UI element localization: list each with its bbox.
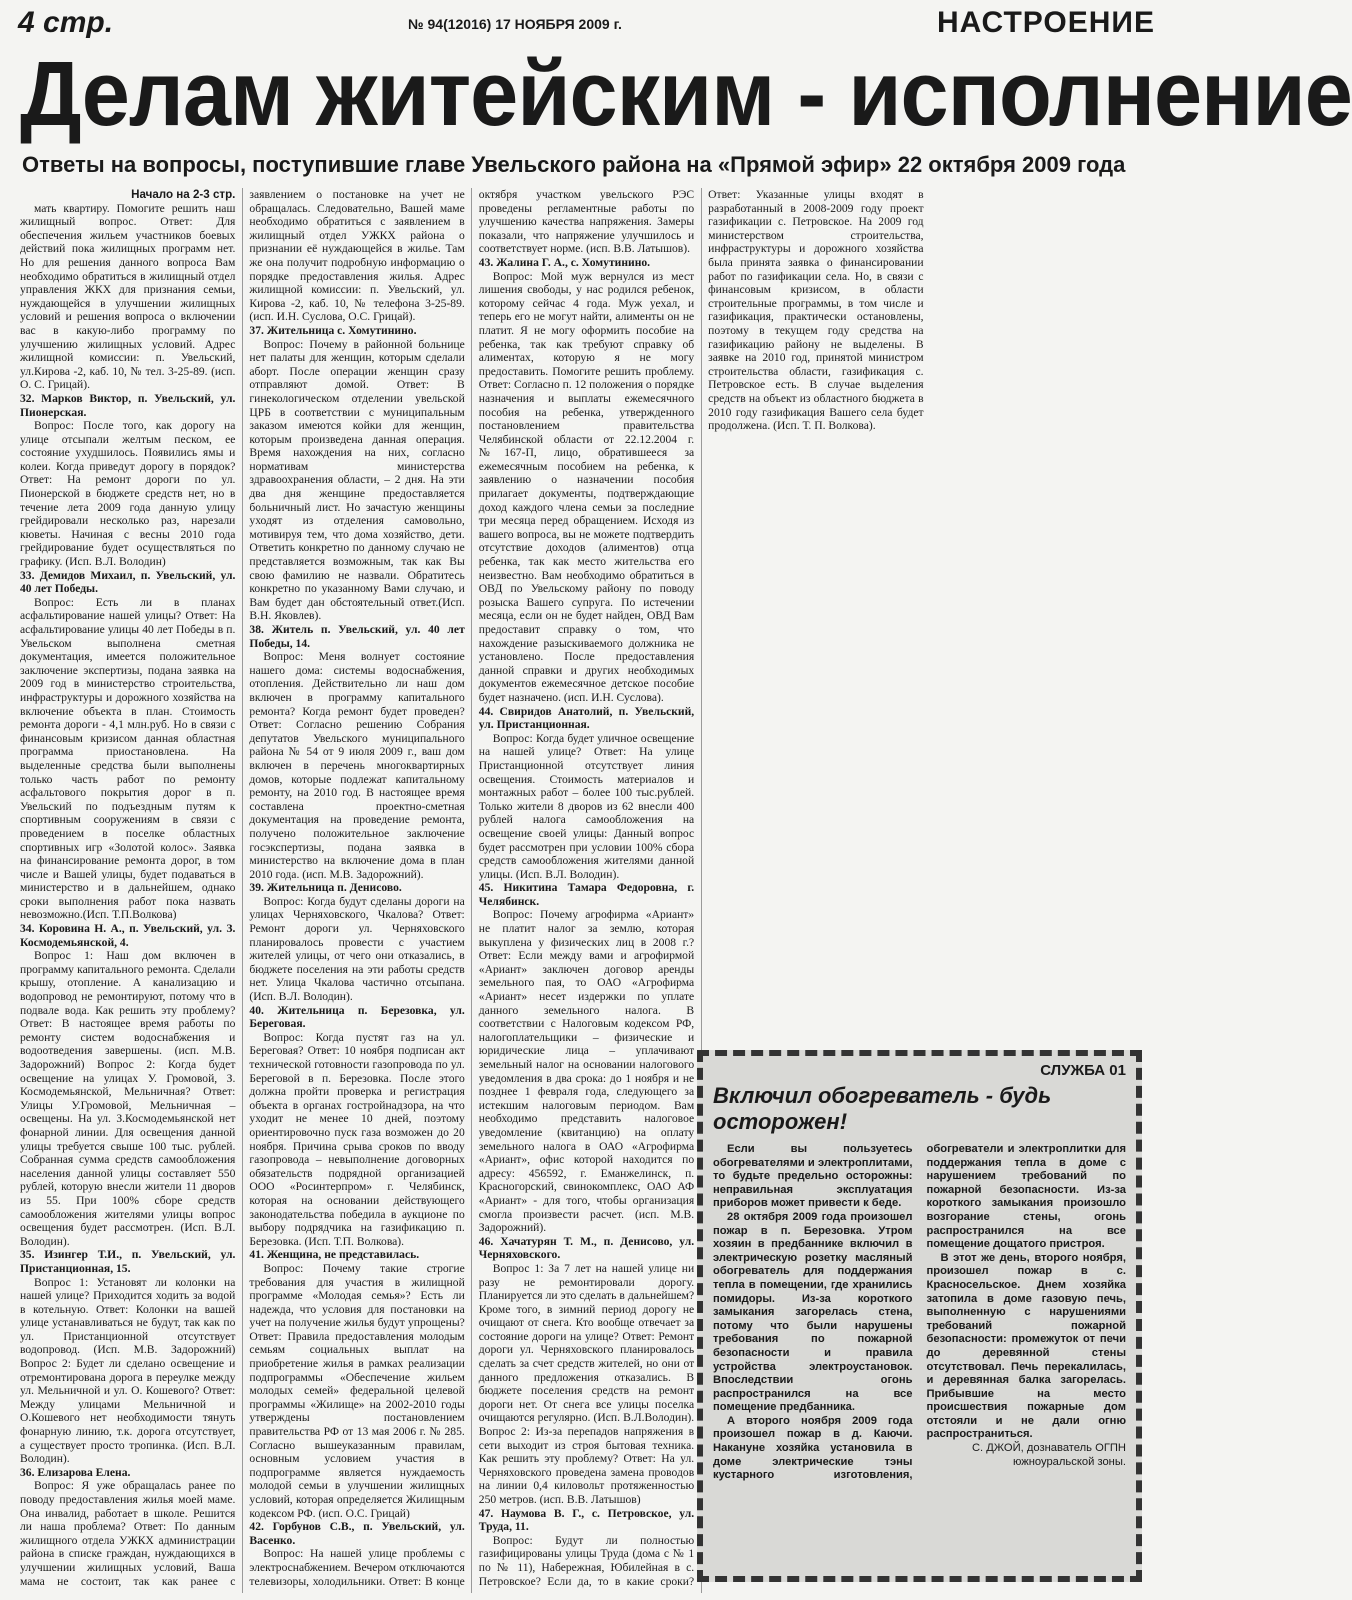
sidebar-tag: СЛУЖБА 01	[1040, 1062, 1126, 1079]
paragraph: Вопрос: Когда будут сделаны дороги на улицах Черняховского, Чкалова? Ответ: Ремонт дороги ул. Черняховского планировалось провести с участием жителей улицы, от чего они отказались, в бюджете поселения на эти работы средств нет. Улица Чкалова частично отсыпана. (Исп. В.Л. Володин).	[249, 894, 465, 1004]
question-heading: 36. Елизарова Елена.	[20, 1465, 131, 1479]
question-heading: 42. Горбунов С.В., п. Увельский, ул. Васенко.	[249, 1520, 465, 1547]
question-heading: 37. Жительница с. Хомутинино.	[249, 323, 417, 337]
page-number: 4 стр.	[18, 6, 114, 39]
page-header	[18, 6, 1155, 42]
question-heading: 43. Жалина Г. А., с. Хомутинино.	[478, 255, 651, 269]
question-heading: 33. Демидов Михаил, п. Увельский, ул. 40 лет Победы.	[20, 568, 236, 596]
paragraph: 28 октября 2009 года произошел пожар в п. Березовка. Утром хозяин в предбаннике включил в электрическую розетку масляный обогреватель для поддержания тепла в помещении, где хранились помидоры. Из-за короткого замыкания загорелась стена, потому что были нарушены требования по пожарной безопасности и правила устройства электроустановок. Впоследствии огонь распространился на все помещение предбанника.	[713, 1210, 913, 1414]
question-heading: 35. Изингер Т.И., п. Увельский, ул. Пристанционная, 15.	[20, 1248, 236, 1275]
question-heading: 38. Житель п. Увельский, ул. 40 лет Победы, 14.	[249, 623, 465, 650]
paragraph: Вопрос: Я уже обращалась ранее по поводу предоставления жилья моей маме. Она инвалид, работает в школе. Решится ли наша проблема? Ответ: По данным жилищного отдела УЖКХ администрации района в списке граждан, нуждающихся в улучшении жилищных условий, Ваша мама не состоит, так как ранее с заявлением о постановке на учет не обращалась. Следовательно, Вашей маме необходимо обратиться с заявлением в жилищный отдел УЖКХ района о признании её нуждающейся в жилье. Там же она получит подробную информацию о порядке предоставления жилья. Адрес жилищной комиссии: п. Увельский, ул. Кирова -2, каб. 10, № телефона 3-25-89. (исп. И.Н. Суслова, О.С. Грицай).	[20, 188, 465, 1588]
headline: Делам житейским - исполнение	[20, 43, 1352, 145]
paragraph: В этот же день, второго ноября, произошел пожар в с. Красносельское. Днем хозяйка затопила в доме газовую печь, выполненную с нарушениями требований пожарной безопасности: промежуток от печи до деревянной стены отсутствовал. Печь перекалилась, и деревянная балка загорелась. Прибывшие на место происшествия пожарные дом отстояли и не дали огню распространиться.	[926, 1251, 1126, 1441]
question-heading: 41. Женщина, не представилась.	[249, 1248, 420, 1262]
paragraph: Вопрос: Есть ли в планах асфальтирование нашей улицы? Ответ: На асфальтирование улицы 40 лет Победы в п. Увельском выполнена сметная документация, имеется положительное заключение экспертизы, подана заявка на 2009 год в министерство строительства, инфраструктуры и дорожного хозяйства на включение объекта в план. Стоимость ремонта дороги - 4,1 млн.руб. Но в связи с финансовым кризисом данная областная программа приостановлена. На выделенные средства были выполнены только часть работ по ремонту асфальтового покрытия дорог в п. Увельский по подъездным путям к спортивным сооружениям в связи с проведением в поселке областных спортивных игр «Золотой колос». Заявка на финансирование ремонта дорог, в том числе и Вашей улицы, будет подаваться в министерство и в дальнейшем, однако сроки выполнения работ пока назвать невозможно.(Исп. Т.П.Волкова)	[20, 595, 236, 922]
question-heading: 45. Никитина Тамара Федоровна, г. Челябинск.	[478, 881, 695, 908]
paragraph: Вопрос: Мой муж вернулся из мест лишения свободы, у нас родился ребенок, которому сейчас 4 года. Муж уехал, и теперь его не могут найти, алименты он не платит. Я не могу оформить пособие на ребенка, так как требуют справку об алиментах, которую я не могу предоставить. Помогите решить проблему. Ответ: Согласно п. 12 положения о порядке назначения и выплаты ежемесячного пособия на ребенка, утвержденного постановлением правительства Челябинской области от 22.12.2004 г. №167-П, лицо, обратившееся за ежемесячным пособием на ребенка, к заявлению о назначении пособия прилагает документы, подтверждающие доход каждого члена семьи за последние три месяца перед обращением. Исходя из вашего вопроса, вы не можете подтвердить отсутствие доходов (алиментов) отца ребенка, так как место жительства его неизвестно. Вам необходимо обратиться в ОВД по Увельскому району по поводу розыска Вашего супруга. По истечении месяца, если он не будет найден, ОВД Вам предоставит справку о том, что нахождение разыскиваемого должника не установлено. После предоставления данной справки и других необходимых документов ежемесячное детское пособие будет назначено. (исп. И.Н. Суслова).	[478, 269, 695, 704]
continuation-note: Начало на 2-3 стр.	[131, 188, 236, 201]
question-heading: 47. Наумова В. Г., с. Петровское, ул. Труда, 11.	[478, 1506, 695, 1534]
issue-line: № 94(12016) 17 НОЯБРЯ 2009 г.	[408, 16, 622, 32]
paragraph: Если вы пользуетесь обогревателями и электроплитами, то будьте предельно осторожны: неправильная эксплуатация приборов может привести к беде.	[713, 1143, 913, 1210]
paragraph: Вопрос: Почему в районной больнице нет палаты для женщин, которым сделали аборт. После операции женщин сразу отправляют домой. Ответ: В гинекологическом отделении увельской ЦРБ в соответствии с муниципальным заказом имеются койки для женщин, которым произведена данная операция. Время нахождения на них, согласно нормативам министерства здравоохранения области, – 2 дня. На эти два дня женщине предоставляется больничный лист. Но зачастую женщины уходят из отделения самовольно, мотивируя тем, что дома хозяйство, дети. Ответить конкретно по данному случаю не представляется возможным, так как Вы свою фамилию не назвали. Обратитесь конкретно по указанному Вами случаю, и Вам будет дан обстоятельный ответ.(Исп. В.Н. Яковлев).	[249, 337, 465, 623]
paragraph: Вопрос 1: За 7 лет на нашей улице ни разу не ремонтировали дорогу. Планируется ли это сделать в дальнейшем? Кроме того, в зимний период дорогу не очищают от снега. Кто вообще отвечает за состояние дороги на улице? Ответ: Ремонт дороги ул. Черняховского планировалось сделать за счет средств жителей, но они от данного предложения отказались. В бюджете поселения средств на ремонт дороги нет. От снега все улицы поселка очищаются регулярно. (Исп. В.Л.Володин). Вопрос 2: Из-за перепадов напряжения в сети выходит из строя бытовая техника. Как решить эту проблему? Ответ: На ул. Черняховского проведена замена проводов на линии 0,4 киловольт протяженностью 250 метров. (исп. В.В. Латышов)	[478, 1261, 695, 1506]
author-signature: С. ДЖОЙ, дознаватель ОГПН южноуральской зоны.	[971, 1442, 1126, 1468]
paragraph: Вопрос: Когда будет уличное освещение на нашей улице? Ответ: На улице Пристанционной отсутствует линия освещения. Стоимость материалов и монтажных работ – более 100 тыс.рублей. Только жители 8 дворов из 62 внесли 400 рублей налога самообложения на освещение своей улицы: Данный вопрос будет рассмотрен при условии 100% сбора средств самообложения жителями данной улицы. (Исп. В.Л. Володин).	[478, 731, 695, 881]
question-heading: 32. Марков Виктор, п. Увельский, ул. Пионерская.	[20, 391, 236, 419]
question-heading: 34. Коровина Н. А., п. Увельский, ул. З. Космодемьянской, 4.	[20, 922, 236, 949]
paragraph: Вопрос 1: Установят ли колонки на нашей улице? Приходится ходить за водой в котельную. Ответ: Колонки на вашей улице устанавливаться не будут, так как по ул. Пристанционной отсутствует водопровод. (Исп. М.В. Задорожний) Вопрос 2: Будет ли сделано освещение и отремонтирована дорога в переулке между ул. Мельничной и ул. О. Кошевого? Ответ: Между улицами Мельничной и О.Кошевого нет необходимости тянуть фонарную линию, т.к. дорога отсутствует, а существует просто тропинка. (Исп. В.Л. Володин).	[20, 1275, 236, 1466]
paragraph: Вопрос: После того, как дорогу на улице отсыпали желтым песком, ее состояние ухудшилось. Появились ямы и колеи. Когда приведут дорогу в порядок? Ответ: На ремонт дороги по ул. Пионерской в бюджете средств нет, но в течение лета 2009 года данную улицу грейдировали несколько раз, нарезали кюветы. Начиная с весны 2010 года грейдирование будет осуществляться по графику. (Исп. В.Л. Володин)	[20, 419, 236, 569]
rubric-label: НАСТРОЕНИЕ	[936, 6, 1155, 39]
question-heading: 46. Хачатурян Т. М., п. Денисово, ул. Черняховского.	[478, 1234, 695, 1262]
paragraph: Вопрос 1: Наш дом включен в программу капитального ремонта. Сделали крышу, отопление. А канализацию и водопровод не ремонтируют, потому что в подвале вода. Как решить эту проблему? Ответ: В настоящее время работы по ремонту систем водоснабжения и водоотведения завершены. (исп. М.В. Задорожний) Вопрос 2: Когда будет освещение на улицах У. Громовой, З. Космодемьянской, Мельничная? Ответ: Улицы У.Громовой, Мельничная – освещены. На ул. З.Космодемьянской нет фонарной линии. Для освещения данной улицы требуется свыше 100 тыс. рублей. Собранная сумма средств самообложения населения данной улицы составляет 550 рублей, которую внесли жители 11 дворов из 55. При 100% сборе средств самообложения жителями улицы вопрос освещения будет рассмотрен. (Исп. В.Л. Володин).	[20, 949, 236, 1248]
paragraph: А второго ноября 2009 года произошел пожар в д. Каючи. Накануне хозяйка установила в доме электрические тэны кустарного изготовления, обогреватели и электроплитки для поддержания тепла в доме с нарушением требований по пожарной безопасности. Из-за короткого замыкания произошло возгорание стены, огонь распространился на все помещение дощатого пристроя.	[713, 1143, 1126, 1482]
paragraph: мать квартиру. Помогите решить наш жилищный вопрос. Ответ: Для обеспечения жильем участников боевых действий пока жилищных программ нет. Но для решения данного вопроса Вам необходимо обратиться в жилищный отдел управления ЖКХ для признания семьи, нуждающейся в улучшении жилищных условий и решения вопроса о включении вас в какую-либо программу по улучшению жилищных условий. Адрес жилищной комиссии: п. Увельский, ул.Кирова -2, каб. 10, № тел. 3-25-89. (исп. О. С. Грицай).	[20, 201, 236, 392]
paragraph: Вопрос: Почему такие строгие требования для участия в жилищной программе «Молодая семья»? Есть ли надежда, что условия для постановки на учет на получение жилья будут упрощены? Ответ: Правила предоставления молодым семьям социальных выплат на приобретение жилья в рамках реализации подпрограммы «Обеспечение жильем молодых семей» федеральной целевой программы «Жилище» на 2002-2010 годы утверждены постановлением правительства РФ от 13 мая 2006 г. № 285. Согласно вышеуказанным правилам, основным условием участия в подпрограмме является нуждаемость молодой семьи в улучшении жилищных условий, которая определяется Жилищным кодексом РФ. (исп. О.С. Грицай)	[249, 1261, 465, 1520]
subheadline: Ответы на вопросы, поступившие главе Увельского района на «Прямой эфир» 22 октября 2009 года	[22, 152, 1126, 177]
sidebar-text	[713, 1143, 1126, 1483]
paragraph: Вопрос: Почему агрофирма «Ариант» не платит налог за землю, которая выкуплена у физических лиц в 2008 г.? Ответ: Если между вами и агрофирмой «Ариант» заключен договор аренды земельного пая, то ОАО «Агрофирма «Ариант» несет издержки по уплате данного земельного налога. В соответствии с Налоговым кодексом РФ, налогоплательщики – физические и юридические лица – уплачивают земельный налог на основании налогового уведомления в два срока: до 1 ноября и не позднее 1 февраля года, следующего за истекшим налоговым периодом. Вам необходимо представить налоговое уведомление (квитанцию) на оплату земельного налога в ОАО «Агрофирма «Ариант», офис которой находится по адресу: 456592, г. Еманжелинск, п. Красногорский, свинокомплекс, ОАО АФ «Ариант» - для того, чтобы организация смогла произвести расчет. (исп. М.В. Задорожний).	[478, 908, 695, 1235]
paragraph: Вопрос: Меня волнует состояние нашего дома: системы водоснабжения, отопления. Действительно ли наш дом включен в программу капитального ремонта? Когда ремонт будет проведен? Ответ: Согласно решению Собрания депутатов Увельского муниципального района № 54 от 9 июля 2009 г., ваш дом включен в перечень многоквартирных домов, которые подлежат капитальному ремонту, на 2010 год. В настоящее время составлена проектно-сметная документация на проведение ремонта, получено положительное заключение госэкспертизы, подана заявка в министерство на включение дома в план 2010 года. (исп. М.В. Задорожний).	[249, 650, 465, 881]
question-heading: 44. Свиридов Анатолий, п. Увельский, ул. Пристанционная.	[478, 704, 695, 732]
paragraph: Вопрос: Будут ли полностью газифицированы улицы Труда (дома с № 1 по № 11), Набережная, Юбилейная в с. Петровское? Если да, то в какие сроки? Ответ: Указанные улицы входят в разработанный в 2008-2009 году проект газификации с. Петровское. На 2009 год министерством строительства, инфраструктуры и дорожного хозяйства была принята заявка о финансировании работ по газификации села. Но, в связи с финансовым кризисом, в области строительные программы, в том числе и газификация, практически остановлены, поэтому в текущем году средства на газификацию району не выделены. В заявке на 2010 год, принятой министром строительства области, газификация с. Петровское есть. В случае выделения средств на объект из областного бюджета в 2010 году газификация Вашего села будет продолжена. (Исп. Т. П. Волкова).	[478, 188, 924, 1588]
paragraph: Вопрос: На нашей улице проблемы с электроснабжением. Вечером отключаются телевизоры, холодильники. Ответ: В конце октября участком увельского РЭС проведены регламентные работы по улучшению качества напряжения. Замеры показали, что напряжение улучшилось и соответствует норме. (исп. В.В. Латышов).	[249, 188, 695, 1588]
question-heading: 40. Жительница п. Березовка, ул. Береговая.	[249, 1003, 465, 1031]
question-heading: 39. Жительница п. Денисово.	[249, 881, 402, 895]
sidebar-headline: Включил обогреватель - будь осторожен!	[713, 1083, 1052, 1134]
fire-safety-sidebar	[697, 1050, 1142, 1582]
paragraph: Вопрос: Когда пустят газ на ул. Береговая? Ответ: 10 ноября подписан акт технической готовности газопровода по ул. Береговой в п. Березовка. После этого должна пройти проверка и регистрация объекта в органах гостройнадзора, на что уходит не менее 10 дней, поэтому ориентировочно пуск газа возможен до 20 ноября. Причина срыва сроков по вводу газопровода – невыполнение договорных обязательств подрядной организацией ООО «Росинтерпром» г. Челябинск, которая на основании действующего законодательства победила в аукционе по выбору подрядчика на газификацию п. Березовка. (Исп. Т.П. Волкова).	[249, 1030, 465, 1248]
